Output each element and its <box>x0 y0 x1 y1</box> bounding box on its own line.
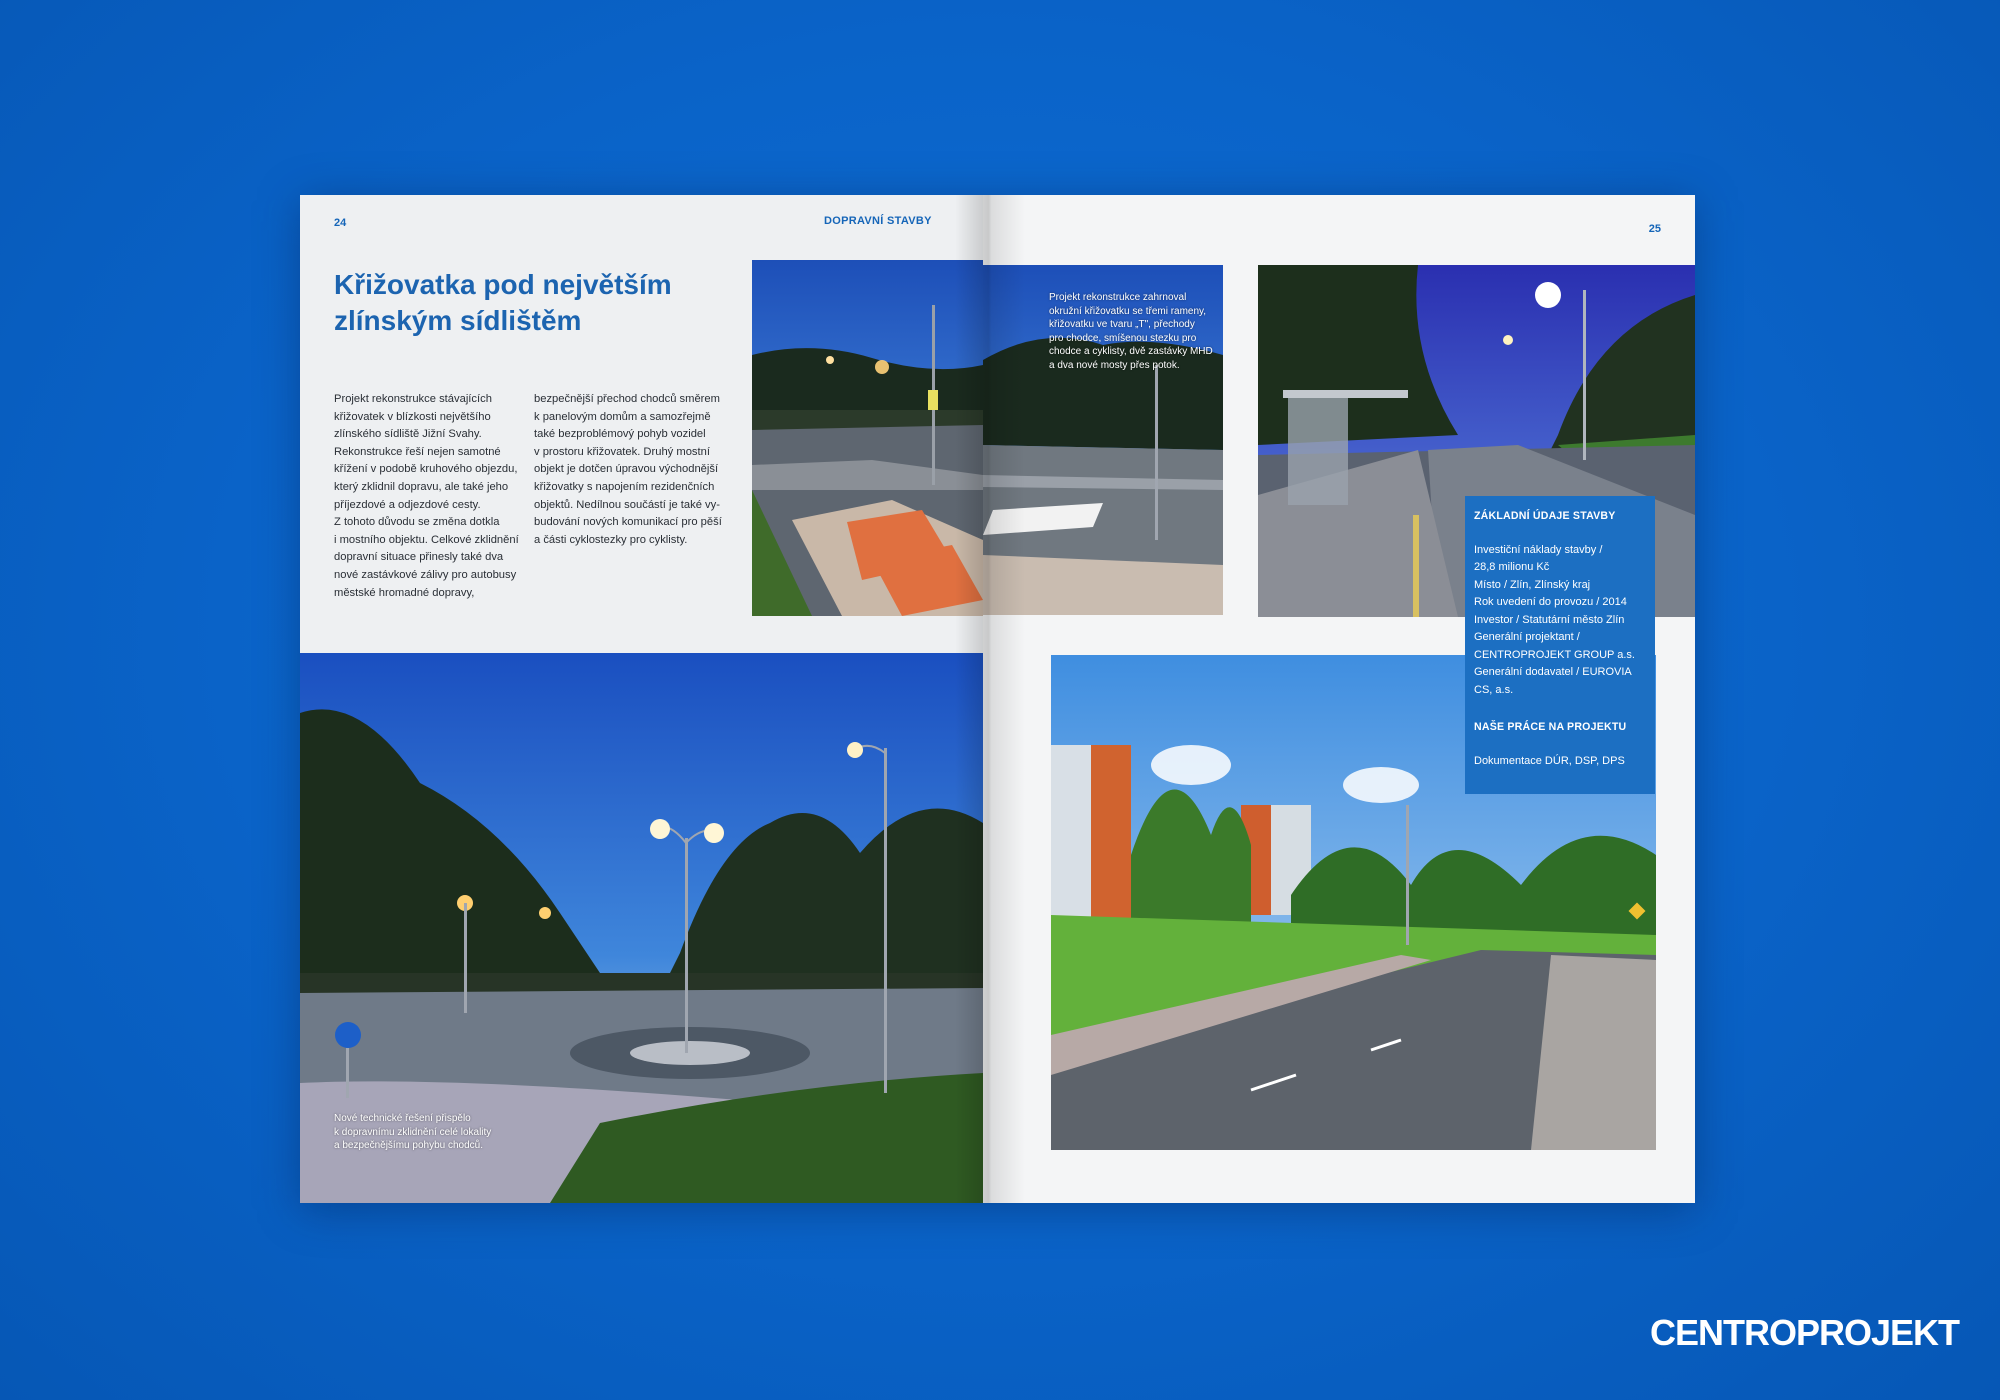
work-scope: Dokumentace DÚR, DSP, DPS <box>1474 754 1625 767</box>
photo-caption-left <box>334 1112 534 1153</box>
info-line: Investiční náklady stavby / <box>1474 543 1603 556</box>
text-line: zlínského sídliště Jižní Svahy. <box>334 428 482 441</box>
body-text-column-1 <box>334 391 524 602</box>
text-line: a části cyklostezky pro cyklisty. <box>534 533 688 546</box>
body-text-column-2 <box>534 391 724 549</box>
text-line: dopravní situace přinesly také dva <box>334 551 504 564</box>
section-label: DOPRAVNÍ STAVBY <box>824 215 932 227</box>
caption-line: Nové technické řešení přispělo <box>334 1113 471 1124</box>
text-line: i mostního objektu. Celkové zklidnění <box>334 533 519 546</box>
caption-line: a dva nové mosty přes potok. <box>1049 359 1180 371</box>
text-line: který zklidnil dopravu, ale také jeho <box>334 480 509 493</box>
page-title <box>334 267 674 339</box>
info-line: Rok uvedení do provozu / 2014 <box>1474 596 1627 608</box>
text-line: příjezdové a odjezdové cesty. <box>334 498 481 511</box>
page-number-left: 24 <box>334 217 347 229</box>
info-lines <box>1474 542 1646 700</box>
text-line: bezpečnější přechod chodců směrem <box>534 393 720 405</box>
text-line: objektů. Nedílnou součástí je také vy- <box>534 498 720 511</box>
text-line: budování nových komunikací pro pěší <box>534 516 722 529</box>
text-line: objekt je dotčen úpravou východnější <box>534 463 719 476</box>
title-line-1: Křižovatka pod největším <box>334 269 672 300</box>
caption-line: křižovatku ve tvaru „T", přechody <box>1049 319 1195 330</box>
text-line: křižovatek v blízkosti největšího <box>334 410 491 423</box>
text-line: Z tohoto důvodu se změna dotkla <box>334 516 500 529</box>
text-line: křižovatky s napojením rezidenčních <box>534 480 715 493</box>
caption-line: k dopravnímu zklidnění celé lokality <box>334 1126 492 1138</box>
text-line: Projekt rekonstrukce stávajících <box>334 393 492 405</box>
caption-line: a bezpečnějšímu pohybu chodců. <box>334 1140 483 1151</box>
photo-crosswalk-night <box>752 260 983 616</box>
info-line: CS, a.s. <box>1474 683 1514 696</box>
info-line: Generální dodavatel / EUROVIA <box>1474 666 1632 678</box>
caption-line: chodce a cyklisty, dvě zastávky MHD <box>1049 346 1213 357</box>
text-line: Rekonstrukce řeší nejen samotné <box>334 445 501 458</box>
caption-line: okružní křižovatku se třemi rameny, <box>1049 305 1207 317</box>
title-line-2: zlínským sídlištěm <box>334 305 582 336</box>
work-heading: NAŠE PRÁCE NA PROJEKTU <box>1474 721 1627 733</box>
info-line: CENTROPROJEKT GROUP a.s. <box>1474 648 1635 661</box>
info-heading: ZÁKLADNÍ ÚDAJE STAVBY <box>1474 510 1616 522</box>
left-page <box>300 195 983 1203</box>
text-line: městské hromadné dopravy, <box>334 586 475 599</box>
text-line: křížení v podobě kruhového objezdu, <box>334 463 518 476</box>
text-line: nové zastávkové zálivy pro autobusy <box>334 568 517 581</box>
info-line: Investor / Statutární město Zlín <box>1474 613 1625 626</box>
text-line: také bezproblémový pohyb vozidel <box>534 428 706 441</box>
caption-line: Projekt rekonstrukce zahrnoval <box>1049 292 1187 303</box>
text-line: v prostoru křižovatek. Druhý mostní <box>534 445 710 458</box>
caption-line: pro chodce, smíšenou stezku pro <box>1049 332 1197 344</box>
project-info-box <box>1465 496 1655 794</box>
info-line: 28,8 milionu Kč <box>1474 561 1550 573</box>
page-number-right: 25 <box>1648 223 1661 235</box>
text-line: k panelovým domům a samozřejmě <box>534 410 711 423</box>
photo-caption-right <box>1049 291 1224 372</box>
info-line: Generální projektant / <box>1474 631 1580 643</box>
info-line: Místo / Zlín, Zlínský kraj <box>1474 578 1591 591</box>
centroprojekt-logo: CENTROPROJEKT <box>1650 1312 1960 1353</box>
